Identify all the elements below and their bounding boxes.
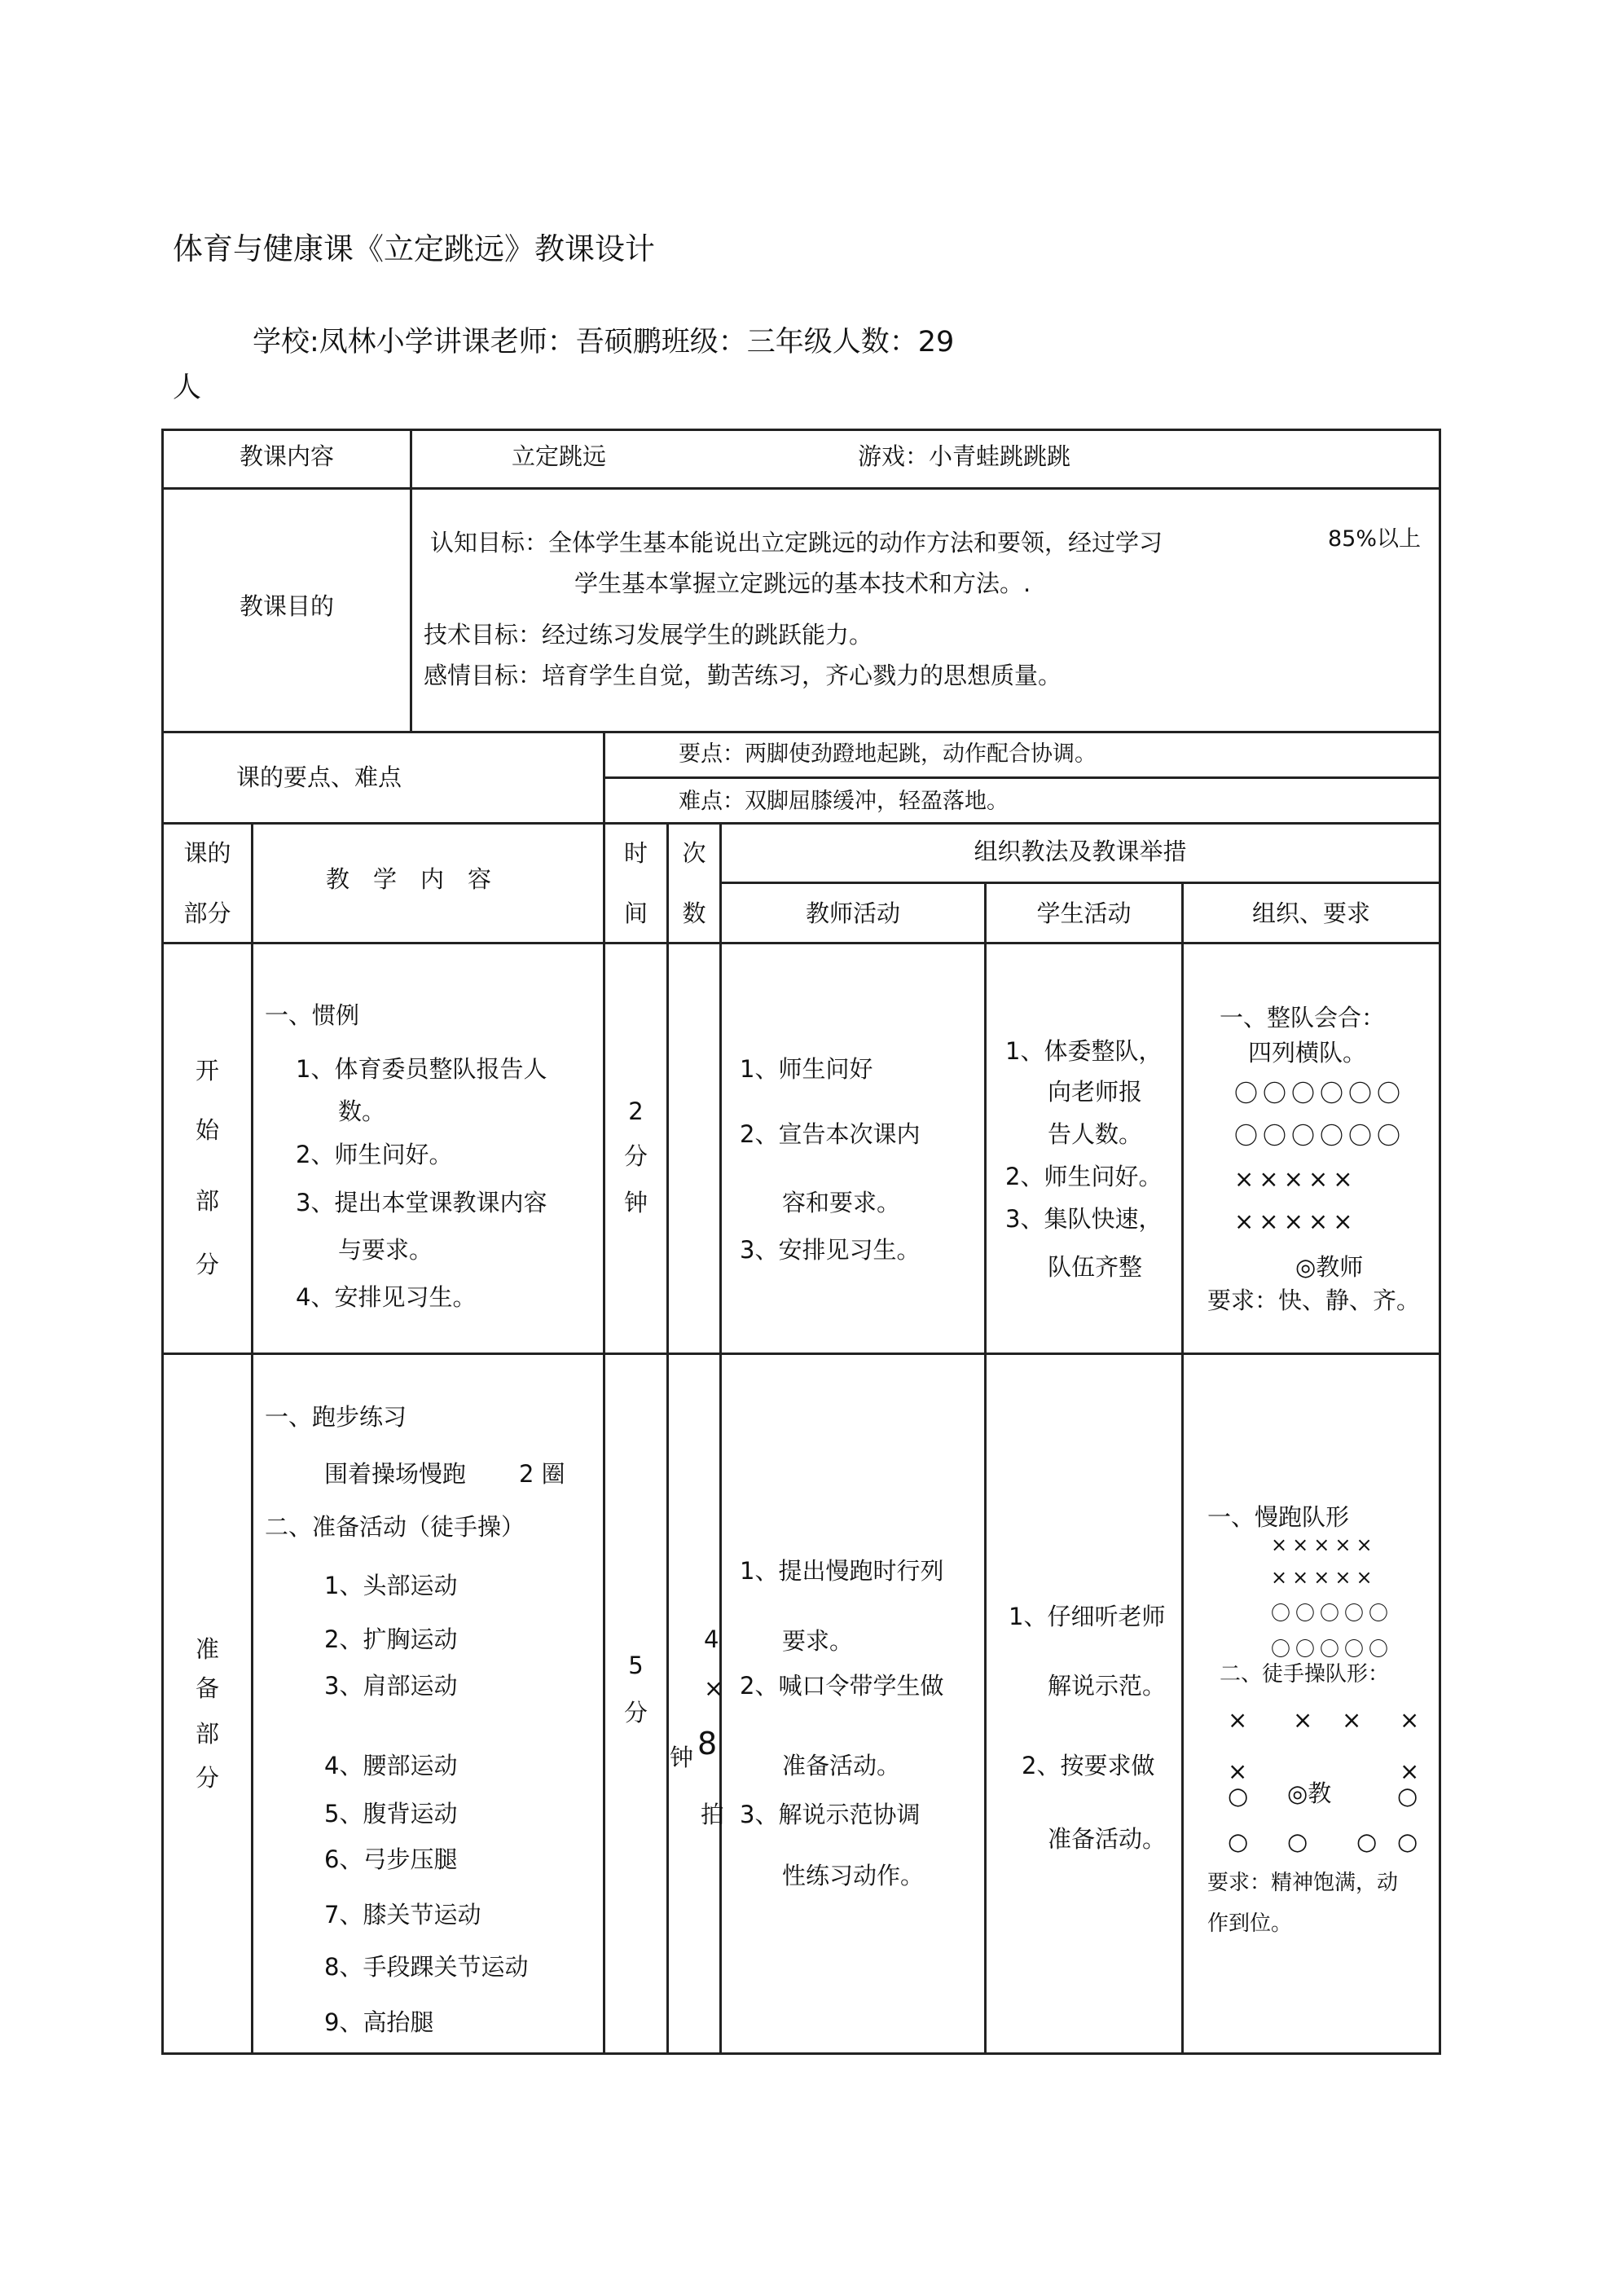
start-student-item: 向老师报 (1048, 1078, 1143, 1106)
prep-content-item: 3、肩部运动 (324, 1672, 458, 1700)
header-count-1: 次 (682, 839, 706, 867)
prep-time: 5 (628, 1652, 644, 1679)
header-time-1: 时 (623, 839, 648, 867)
prep-run-row: ××××× (1271, 1566, 1378, 1589)
objective-cognitive-continued: 学生基本掌握立定跳远的基本技术和方法。. (574, 570, 1031, 597)
prep-content-item: 二、准备活动（徒手操） (265, 1513, 525, 1541)
page-title: 体育与健康课《立定跳远》教课设计 (173, 231, 655, 266)
start-org-teacher: ◎教师 (1295, 1253, 1364, 1281)
prep-run-row: 〇〇〇〇〇 (1271, 1638, 1393, 1660)
prep-teacher-item: 准备活动。 (782, 1752, 901, 1779)
circle-mark: ○ (1397, 1828, 1418, 1855)
prep-teacher-item: 2、喊口令带学生做 (740, 1672, 944, 1700)
start-org-formation: 四列横队。 (1248, 1039, 1367, 1067)
prep-student-item: 准备活动。 (1048, 1825, 1167, 1853)
start-content-item: 1、体育委员整队报告人 (296, 1055, 547, 1083)
prep-drill-formation-title: 二、徒手操队形： (1220, 1662, 1390, 1687)
class-info: 学校:凤林小学讲课老师：吾硕鹏班级：三年级人数：29 (253, 326, 955, 358)
start-student-item: 1、体委整队， (1005, 1037, 1163, 1065)
prep-run-row: ××××× (1271, 1533, 1378, 1556)
start-time: 钟 (623, 1189, 648, 1216)
prep-org-requirement-continued: 作到位。 (1207, 1911, 1293, 1936)
prep-time: 分 (623, 1699, 648, 1726)
start-part-char: 开 (195, 1057, 219, 1084)
prep-count: × (704, 1674, 724, 1702)
prep-count: 8 (697, 1726, 718, 1762)
prep-time: 钟 (670, 1744, 694, 1771)
start-org-requirement: 要求：快、静、齐。 (1207, 1287, 1421, 1314)
prep-content-item: 8、手段踝关节运动 (324, 1953, 529, 1981)
circle-mark: ○ (1228, 1782, 1249, 1810)
prep-part-char: 备 (195, 1674, 219, 1702)
drill-teacher-mark: ◎教 (1287, 1779, 1332, 1807)
start-content-item: 一、惯例 (265, 1001, 360, 1029)
start-part-char: 部 (195, 1187, 219, 1215)
circle-mark: ○ (1228, 1828, 1249, 1855)
header-requirements: 组织、要求 (1251, 899, 1370, 927)
header-teacher-activity: 教师活动 (805, 899, 900, 927)
prep-student-item: 2、按要求做 (1022, 1752, 1155, 1779)
circle-mark: ○ (1287, 1828, 1308, 1855)
cross-mark: × (1342, 1706, 1362, 1734)
start-student-item: 3、集队快速， (1005, 1205, 1163, 1233)
start-content-item: 数。 (338, 1097, 386, 1125)
prep-teacher-item: 要求。 (782, 1627, 854, 1655)
prep-content-item: 7、膝关节运动 (324, 1901, 481, 1929)
prep-student-item: 1、仔细听老师 (1009, 1603, 1166, 1630)
prep-org-requirement: 要求：精神饱满，动 (1207, 1871, 1399, 1895)
objective-percentage: 85%以上 (1328, 526, 1422, 552)
start-time: 2 (628, 1097, 644, 1125)
circle-mark: ○ (1356, 1828, 1378, 1855)
cross-mark: × (1400, 1706, 1420, 1734)
start-teacher-item: 3、安排见习生。 (740, 1236, 921, 1264)
prep-count: 拍 (701, 1801, 725, 1828)
objective-label: 教课目的 (239, 592, 334, 620)
prep-teacher-item: 1、提出慢跑时行列 (740, 1557, 944, 1585)
prep-content-item: 5、腹背运动 (324, 1800, 458, 1828)
prep-student-item: 解说示范。 (1048, 1672, 1167, 1700)
prep-content-item: 2、扩胸运动 (324, 1625, 458, 1653)
content-label: 教课内容 (239, 442, 334, 470)
start-student-item: 告人数。 (1048, 1120, 1143, 1148)
prep-part-char: 部 (195, 1720, 219, 1748)
keypoints-label: 课的要点、难点 (236, 763, 402, 791)
start-content-item: 2、师生问好。 (296, 1141, 453, 1168)
start-org-row: 〇〇〇〇〇〇 (1234, 1122, 1406, 1150)
objective-cognitive: 认知目标：全体学生基本能说出立定跳远的动作方法和要领，经过学习 (430, 529, 1163, 556)
prep-content-item: 一、跑步练习 (265, 1403, 407, 1431)
prep-run-formation-title: 一、慢跑队形 (1207, 1503, 1350, 1531)
start-content-item: 4、安排见习生。 (296, 1283, 477, 1311)
header-time-2: 间 (623, 899, 648, 927)
cross-mark: × (1228, 1706, 1248, 1734)
class-info-continued: 人 (173, 372, 202, 404)
prep-content-item: 6、弓步压腿 (324, 1845, 458, 1873)
start-teacher-item: 1、师生问好 (740, 1055, 873, 1083)
prep-content-item: 1、头部运动 (324, 1572, 458, 1599)
start-org-row: ××××× (1234, 1165, 1358, 1193)
difficulty-text: 难点：双脚屈膝缓冲，轻盈落地。 (679, 789, 1009, 814)
prep-part-char: 准 (195, 1635, 219, 1663)
prep-run-row: 〇〇〇〇〇 (1271, 1602, 1393, 1625)
prep-count: 4 (704, 1625, 719, 1653)
start-org-row: 〇〇〇〇〇〇 (1234, 1080, 1406, 1107)
start-part-char: 始 (195, 1116, 219, 1144)
header-part-1: 课的 (183, 839, 231, 867)
header-part-2: 部分 (183, 899, 231, 927)
start-content-item: 与要求。 (338, 1236, 433, 1264)
prep-teacher-item: 3、解说示范协调 (740, 1801, 921, 1828)
start-content-item: 3、提出本堂课教课内容 (296, 1189, 547, 1216)
cross-mark: × (1228, 1757, 1248, 1785)
prep-content-laps: 2 圈 (519, 1460, 565, 1488)
header-content: 教 学 内 容 (326, 865, 492, 893)
cross-mark: × (1293, 1706, 1313, 1734)
keypoint-text: 要点：两脚使劲蹬地起跳，动作配合协调。 (679, 741, 1097, 767)
prep-part-char: 分 (195, 1764, 219, 1792)
header-count-2: 数 (682, 899, 706, 927)
start-student-item: 2、师生问好。 (1005, 1163, 1163, 1190)
start-org-row: ××××× (1234, 1207, 1358, 1235)
prep-content-item: 4、腰部运动 (324, 1752, 458, 1779)
cross-mark: × (1400, 1757, 1420, 1785)
objective-skill: 技术目标：经过练习发展学生的跳跃能力。 (424, 621, 873, 649)
header-org-methods: 组织教法及教课举措 (974, 838, 1187, 865)
start-teacher-item: 容和要求。 (782, 1189, 901, 1216)
prep-teacher-item: 性练习动作。 (782, 1862, 925, 1889)
prep-content-item: 9、高抬腿 (324, 2008, 434, 2036)
start-part-char: 分 (195, 1251, 219, 1278)
content-game: 游戏：小青蛙跳跳跳 (858, 442, 1071, 470)
start-teacher-item: 2、宣告本次课内 (740, 1120, 921, 1148)
start-student-item: 队伍齐整 (1048, 1253, 1143, 1281)
header-student-activity: 学生活动 (1036, 899, 1132, 927)
prep-content-item: 围着操场慢跑 (324, 1460, 467, 1488)
start-time: 分 (623, 1142, 648, 1170)
objective-emotion: 感情目标：培育学生自觉，勤苦练习，齐心戮力的思想质量。 (424, 662, 1062, 689)
start-org-title: 一、整队会合： (1220, 1004, 1386, 1031)
circle-mark: ○ (1397, 1782, 1418, 1810)
content-main: 立定跳远 (512, 442, 607, 470)
